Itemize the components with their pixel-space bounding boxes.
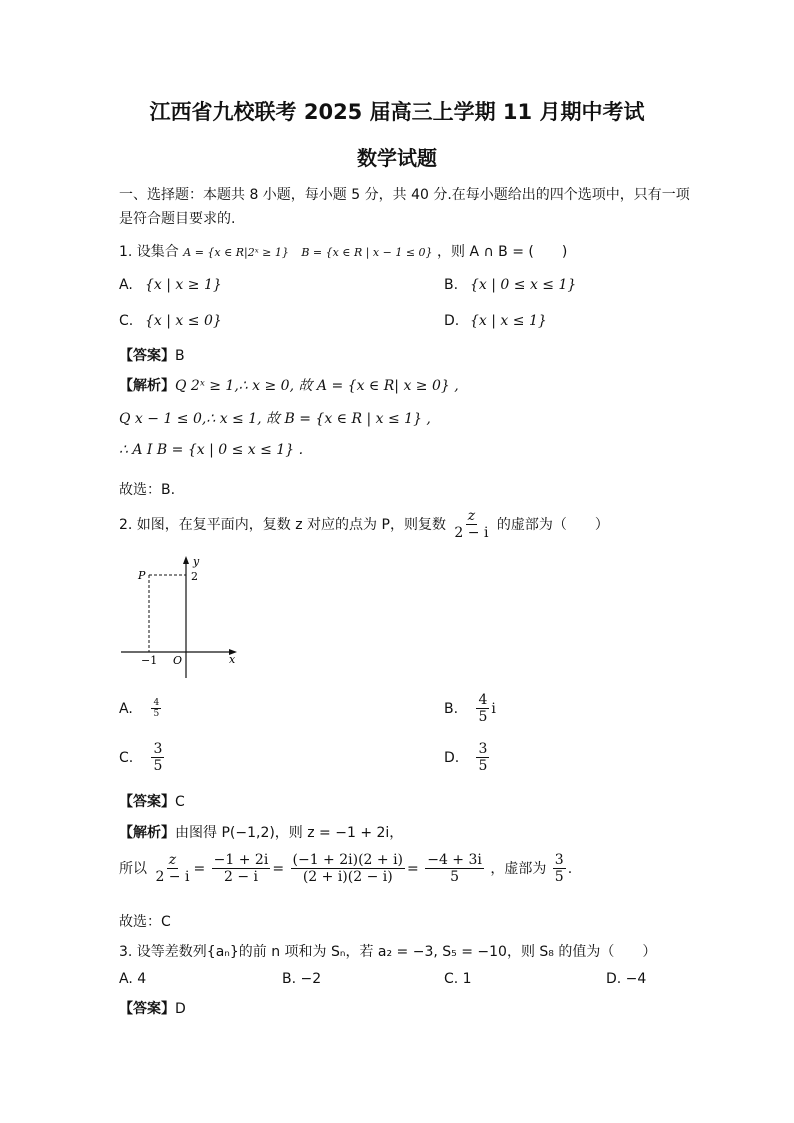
- q1-set-a: A = {x ∈ R|2ˣ ≥ 1}: [183, 246, 289, 259]
- q2-option-b-den: 5: [478, 709, 488, 725]
- q2-stem-frac-den: 2 − i: [454, 525, 489, 541]
- q2-analysis-frac-4-num: −4 + 3i: [427, 852, 482, 868]
- q1-ask: ，则 A ∩ B = ( ): [437, 244, 568, 260]
- point-p-label: P: [138, 569, 146, 582]
- q2-analysis-frac-2-num: −1 + 2i: [213, 852, 269, 868]
- q1-option-c-text: {x | x ≤ 0}: [145, 313, 222, 329]
- section-instructions-line-1: 一、选择题：本题共 8 小题，每小题 5 分，共 40 分.在每小题给出的四个选项中，只有一项: [119, 187, 690, 203]
- q2-analysis-frac-5-den: 5: [554, 869, 564, 885]
- q2-option-b[interactable]: B. $\frac{4}{5}$ i: [444, 692, 496, 725]
- exam-subtitle: 数学试题: [357, 146, 437, 170]
- q1-answer-value: B: [175, 348, 185, 364]
- q2-stem-fraction: [452, 508, 490, 542]
- q3-answer-value: D: [175, 1001, 186, 1017]
- q2-option-d-den: 5: [478, 758, 488, 774]
- q1-analysis-label: 【解析】: [119, 378, 175, 394]
- q2-analysis-frac-3-den: (2 + i)(2 − i): [302, 869, 393, 885]
- q2-option-a-den: 5: [153, 709, 160, 719]
- q2-analysis-frac-4-den: 5: [450, 869, 459, 885]
- q2-option-d-num: 3: [478, 741, 488, 757]
- q2-analysis-frac-5: [553, 852, 566, 886]
- exam-title: 江西省九校联考 2025 届高三上学期 11 月期中考试: [149, 100, 645, 124]
- q1-option-d-text: {x | x ≤ 1}: [470, 313, 547, 329]
- q2-analysis-frac-3-num: (−1 + 2i)(2 + i): [292, 852, 404, 868]
- q2-option-b-fraction: [476, 692, 489, 726]
- q2-option-c-den: 5: [153, 758, 163, 774]
- q3-option-d[interactable]: D. −4: [606, 971, 647, 987]
- q2-option-c-fraction: [151, 741, 164, 775]
- q2-answer: [119, 791, 185, 811]
- q2-stem: [119, 508, 609, 542]
- q3-answer: [119, 998, 186, 1018]
- q2-analysis-frac-5-num: 3: [554, 852, 564, 868]
- q2-analysis-frac-4: [425, 852, 484, 886]
- q2-analysis-frac-1-num: z: [168, 852, 177, 868]
- q2-answer-value: C: [175, 794, 185, 810]
- q1-analysis-1-text: Q 2ˣ ≥ 1,∴ x ≥ 0, 故 A = {x ∈ R| x ≥ 0} ,: [175, 378, 459, 394]
- q3-option-a[interactable]: A. 4: [119, 971, 147, 987]
- q2-option-d-fraction: [476, 741, 489, 775]
- q2-analysis-2: 所以 $\frac{z}{2 - i}$ = $\frac{-1 + 2i}{2 - i}$ = $\frac{(-1 + 2i)(2 + i)}{(2 + i)(2 - i)}$ = $\frac{-4 + 3i}{5}$ ，虚部为 $\frac{3}{5}$ .: [119, 852, 573, 885]
- q2-option-b-num: 4: [478, 692, 488, 708]
- q2-complex-plane-figure: [119, 553, 249, 683]
- q2-option-d[interactable]: D. $\frac{3}{5}$: [444, 741, 488, 774]
- q1-analysis-1: [119, 375, 459, 395]
- q1-option-a[interactable]: A. {x | x ≥ 1}: [119, 277, 222, 293]
- q2-analysis-frac-3: [291, 852, 406, 886]
- q2-option-a[interactable]: A. $\frac{4}{5}$: [119, 698, 160, 719]
- x-axis-label: x: [229, 653, 236, 666]
- y-tick-label: 2: [191, 570, 198, 583]
- q1-analysis-3: ∴ A I B = {x | 0 ≤ x ≤ 1} .: [119, 442, 304, 458]
- q1-option-d[interactable]: D. {x | x ≤ 1}: [444, 313, 547, 329]
- section-instructions-line-2: 是符合题目要求的.: [119, 211, 236, 227]
- q1-answer-label: 【答案】: [119, 348, 175, 364]
- q2-analysis-frac-2: [212, 852, 271, 886]
- q2-option-c-num: 3: [153, 741, 163, 757]
- q3-stem: 3. 设等差数列{aₙ}的前 n 项和为 Sₙ，若 a₂ = −3, S₅ = −10，则 S₈ 的值为（ ）: [119, 944, 657, 960]
- q1-option-c[interactable]: C. {x | x ≤ 0}: [119, 313, 222, 329]
- q2-analysis-2-mid: ，虚部为: [490, 861, 547, 877]
- q2-analysis-frac-2-den: 2 − i: [223, 869, 258, 885]
- q2-option-a-num: 4: [153, 698, 160, 708]
- q1-prefix: 1. 设集合: [119, 244, 179, 260]
- q1-option-b-text: {x | 0 ≤ x ≤ 1}: [470, 277, 577, 293]
- q1-option-b[interactable]: B. {x | 0 ≤ x ≤ 1}: [444, 277, 577, 293]
- q2-option-a-fraction: [151, 698, 161, 719]
- q1-answer: [119, 345, 185, 365]
- q1-set-b: B = {x ∈ R | x − 1 ≤ 0}: [301, 246, 433, 259]
- y-axis-label: y: [193, 555, 200, 568]
- q1-stem: [119, 241, 567, 261]
- q2-stem-after: 的虚部为（ ）: [496, 517, 609, 533]
- q2-conclusion: 故选：C: [119, 914, 171, 930]
- q2-analysis-1: [119, 822, 403, 842]
- q1-analysis-2: Q x − 1 ≤ 0,∴ x ≤ 1, 故 B = {x ∈ R | x ≤ 1} ,: [119, 411, 431, 427]
- q3-option-c[interactable]: C. 1: [444, 971, 472, 987]
- q2-option-b-suffix: i: [491, 701, 496, 717]
- q2-stem-frac-num: z: [467, 508, 476, 524]
- q3-answer-label: 【答案】: [119, 1001, 175, 1017]
- x-tick-label: −1: [141, 654, 158, 667]
- q2-analysis-frac-1-den: 2 − i: [155, 869, 190, 885]
- q2-stem-before: 2. 如图，在复平面内，复数 z 对应的点为 P，则复数: [119, 517, 446, 533]
- y-axis-arrow-icon: [183, 556, 189, 564]
- q2-analysis-2-prefix: 所以: [119, 861, 147, 877]
- q1-conclusion: 故选：B.: [119, 482, 176, 498]
- q2-analysis-frac-1: [153, 852, 191, 886]
- q1-option-a-text: {x | x ≥ 1}: [145, 277, 222, 293]
- origin-label: O: [173, 654, 183, 667]
- q2-answer-label: 【答案】: [119, 794, 175, 810]
- q3-option-b[interactable]: B. −2: [282, 971, 322, 987]
- q2-analysis-1-text: 由图得 P(−1,2)，则 z = −1 + 2i，: [175, 825, 404, 841]
- q2-analysis-label: 【解析】: [119, 825, 175, 841]
- q2-option-c[interactable]: C. $\frac{3}{5}$: [119, 741, 163, 774]
